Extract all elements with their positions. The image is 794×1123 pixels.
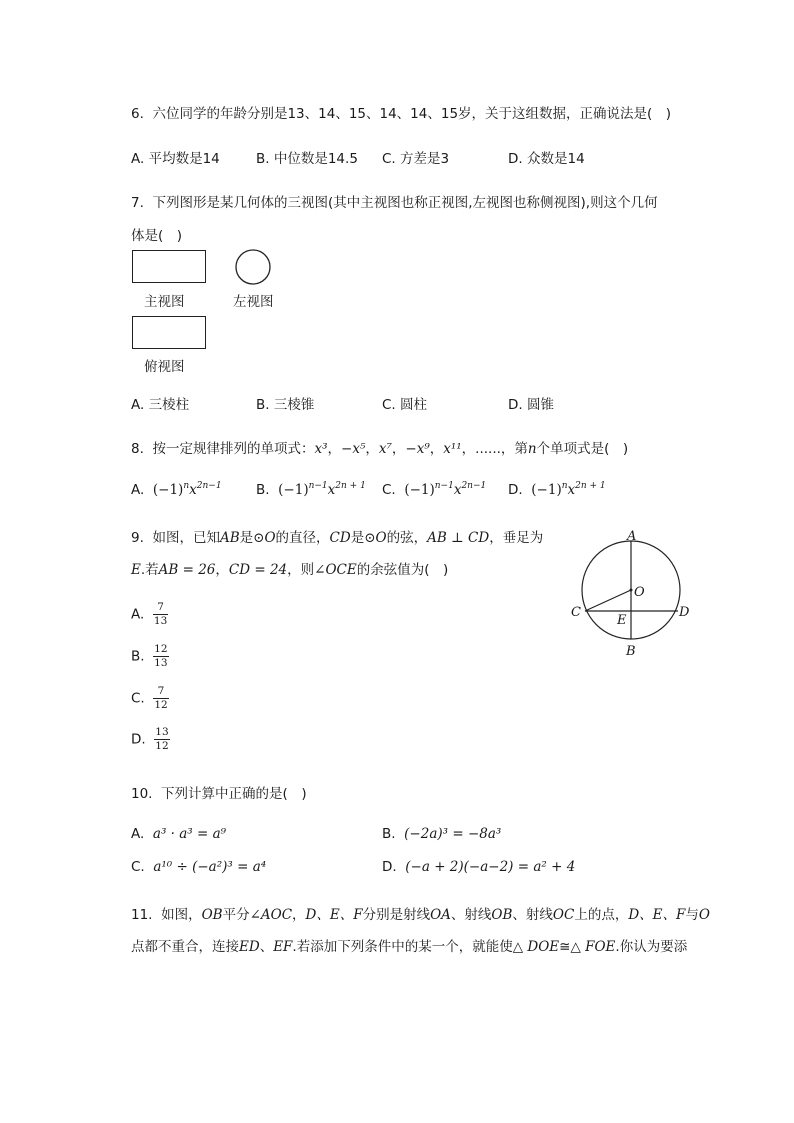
q8-term-4: −x⁹ xyxy=(405,441,430,457)
label-e: E xyxy=(617,613,627,628)
q9-option-c xyxy=(131,685,169,712)
q9-ab: AB xyxy=(219,530,240,546)
q10-option-c-expr: a¹⁰ ÷ (−a²)³ = a⁴ xyxy=(153,859,267,875)
q11-line2-text-b: .若添加下列条件中的某一个，就能使 xyxy=(292,939,513,955)
q9-text-9: 的余弦值为( ) xyxy=(356,562,449,578)
q11-text-3: ， xyxy=(292,907,306,923)
front-view-label: 主视图 xyxy=(144,294,185,310)
circle-symbol-icon: ⊙ xyxy=(253,530,265,546)
q9-option-c-den: 12 xyxy=(154,699,168,711)
q9-comma: ， xyxy=(215,562,229,578)
q11-text-4: 分别是射线 xyxy=(362,907,431,923)
congruent-symbol-icon: ≅ xyxy=(559,939,571,955)
q8-number: 8. xyxy=(131,441,144,457)
q10-option-a xyxy=(131,826,226,842)
q10-option-d-label: D. xyxy=(382,859,397,875)
q8-option-a-exp2: 2n−1 xyxy=(196,481,222,491)
q8-option-c-base: (−1) xyxy=(404,482,435,498)
q8-option-d-label: D. xyxy=(508,482,523,498)
left-view-label: 左视图 xyxy=(233,294,274,310)
q8-option-c-exp1: n−1 xyxy=(434,481,454,491)
q8-option-c-exp2: 2n−1 xyxy=(461,481,487,491)
q11-triangle-foe: △ FOE xyxy=(570,939,616,955)
q9-cd-eq: CD = 24 xyxy=(228,562,288,578)
q7-stem-line2: 体是( ) xyxy=(131,228,183,244)
q11-text-1: 如图， xyxy=(161,907,202,923)
q8-option-a-exp1: n xyxy=(183,481,190,491)
q9-option-d-num: 13 xyxy=(155,726,169,738)
q9-text-2: 是 xyxy=(239,530,254,546)
q8-option-c-x: x xyxy=(453,482,462,498)
q11-line2-text-a: 点都不重合，连接 xyxy=(131,939,239,955)
q9-text-5: 的弦， xyxy=(386,530,428,546)
q6-option-a: A. 平均数是14 xyxy=(131,151,220,167)
q11-text-6: 、射线 xyxy=(512,907,553,923)
q8-option-c xyxy=(382,482,486,498)
q8-option-b-exp1: n−1 xyxy=(308,481,328,491)
q9-circle-figure xyxy=(560,524,700,664)
q9-o: O xyxy=(264,530,276,546)
q8-option-b-label: B. xyxy=(256,482,270,498)
label-b: B xyxy=(626,644,636,659)
q11-ob2: OB xyxy=(491,907,513,923)
q11-text-8: 与 xyxy=(685,907,699,923)
q9-text-3: 的直径， xyxy=(275,530,330,546)
label-d: D xyxy=(679,605,690,620)
q6-stem: 6. 六位同学的年龄分别是13、14、15、14、14、15岁，关于这组数据，正确说法是( ) xyxy=(131,106,672,122)
q11-text-7: 上的点， xyxy=(574,907,629,923)
q9-option-a-fraction xyxy=(153,601,168,628)
label-o: O xyxy=(634,585,645,600)
q9-cd: CD xyxy=(329,530,351,546)
q11-ed: ED xyxy=(239,939,260,955)
q9-option-b-num: 12 xyxy=(154,643,168,655)
q11-text-5: 、射线 xyxy=(450,907,492,923)
q10-option-d xyxy=(382,859,575,875)
q9-option-d-label: D. xyxy=(131,731,146,748)
q9-option-d-fraction xyxy=(154,726,169,753)
q8-stem: 8. 按一定规律排列的单项式：x³，−x⁵，x⁷，−x⁹，x¹¹，......，第n个单项式是( ) xyxy=(131,441,629,457)
q8-option-c-label: C. xyxy=(382,482,396,498)
q6-option-c: C. 方差是3 xyxy=(382,151,450,167)
q8-option-d-exp2: 2n + 1 xyxy=(575,481,606,491)
q11-number: 11. xyxy=(131,907,153,923)
q9-option-d-den: 12 xyxy=(155,740,169,752)
q8-text-2: 第 xyxy=(514,441,528,457)
front-view-rectangle xyxy=(132,250,206,283)
q9-perp: AB ⊥ CD xyxy=(427,530,490,546)
q10-option-a-label: A. xyxy=(131,826,145,842)
q11-triangle-doe: △ DOE xyxy=(512,939,560,955)
q10-option-c xyxy=(131,859,266,875)
q9-text-7: .若 xyxy=(140,562,159,578)
q9-e: E xyxy=(131,562,141,578)
q10-option-b xyxy=(382,826,501,842)
q10-stem: 10. 下列计算中正确的是( ) xyxy=(131,786,307,802)
q8-option-a xyxy=(131,482,222,498)
q9-o: O xyxy=(375,530,387,546)
q11-sep: 、 xyxy=(259,939,274,955)
q8-option-b-x: x xyxy=(327,482,336,498)
q9-text-4: 是 xyxy=(350,530,365,546)
q9-option-b-label: B. xyxy=(131,648,145,665)
q8-var-n: n xyxy=(527,441,537,457)
q11-o: O xyxy=(698,907,710,923)
q8-option-b-base: (−1) xyxy=(278,482,309,498)
q9-option-c-fraction xyxy=(153,685,168,712)
q10-option-b-label: B. xyxy=(382,826,396,842)
top-view-rectangle xyxy=(132,316,206,349)
q8-option-d-exp1: n xyxy=(561,481,568,491)
q7-option-d: D. 圆锥 xyxy=(508,397,554,413)
q8-option-b xyxy=(256,482,366,498)
q8-option-a-label: A. xyxy=(131,482,145,498)
q11-angle-aoc: ∠AOC xyxy=(249,907,293,923)
q11-line2-text-c: .你认为要添 xyxy=(615,939,688,955)
q9-stem-line1 xyxy=(131,526,543,546)
q9-text-1: 如图，已知 xyxy=(152,530,220,546)
q7-option-b: B. 三棱锥 xyxy=(256,397,315,413)
label-a: A xyxy=(627,529,637,544)
q9-option-a-num: 7 xyxy=(153,601,168,615)
q8-option-d-x: x xyxy=(567,482,576,498)
q9-text-8: ，则 xyxy=(287,562,315,578)
left-view-circle xyxy=(234,249,272,287)
q9-option-c-num: 7 xyxy=(153,685,168,699)
q7-option-c: C. 圆柱 xyxy=(382,397,428,413)
label-c: C xyxy=(571,605,581,620)
q11-oc: OC xyxy=(552,907,575,923)
q8-option-a-base: (−1) xyxy=(152,482,184,498)
q9-option-a-label: A. xyxy=(131,606,145,623)
q9-ab-eq: AB = 26 xyxy=(158,562,216,578)
q8-term-5: x¹¹ xyxy=(443,441,462,457)
q9-option-b-fraction xyxy=(153,643,168,670)
q9-angle: ∠OCE xyxy=(314,562,357,578)
q10-option-a-expr: a³ · a³ = a⁹ xyxy=(152,826,227,842)
q8-option-d xyxy=(508,482,606,498)
q11-stem-line1 xyxy=(131,903,710,923)
q9-option-d xyxy=(131,726,170,753)
q11-text-2: 平分 xyxy=(222,907,250,923)
q11-ef: EF xyxy=(273,939,293,955)
top-view-label: 俯视图 xyxy=(144,359,185,375)
q8-option-a-x: x xyxy=(189,482,197,498)
q7-stem-line1: 7. 下列图形是某几何体的三视图(其中主视图也称正视图,左视图也称侧视图),则这个几何 xyxy=(131,195,658,211)
q11-def: D、E、F xyxy=(305,907,363,923)
q8-term-1: x³ xyxy=(314,441,328,457)
q8-term-3: x⁷ xyxy=(378,441,392,457)
q9-number: 9. xyxy=(131,530,144,546)
q9-option-a xyxy=(131,601,168,628)
q8-option-d-base: (−1) xyxy=(531,482,562,498)
q9-option-b xyxy=(131,643,169,670)
q8-term-2: −x⁵ xyxy=(341,441,366,457)
q10-option-b-expr: (−2a)³ = −8a³ xyxy=(404,826,502,842)
q11-ob: OB xyxy=(201,907,223,923)
q9-option-b-den: 13 xyxy=(154,657,168,669)
q11-oa: OA xyxy=(430,907,451,923)
q8-option-b-exp2: 2n + 1 xyxy=(335,481,366,491)
q9-option-a-den: 13 xyxy=(153,615,168,627)
q8-ellipsis: ...... xyxy=(475,441,501,457)
q8-text-1: 按一定规律排列的单项式： xyxy=(152,441,315,457)
q11-stem-line2 xyxy=(131,935,687,955)
q11-def2: D、E、F xyxy=(628,907,686,923)
segment-oc xyxy=(585,590,631,611)
q9-text-6: ，垂足为 xyxy=(489,530,544,546)
q9-option-c-label: C. xyxy=(131,690,145,707)
center-dot xyxy=(630,589,633,592)
q10-option-d-expr: (−a + 2)(−a−2) = a² + 4 xyxy=(405,859,576,875)
q8-text-3: 个单项式是( ) xyxy=(536,441,629,457)
q10-option-c-label: C. xyxy=(131,859,145,875)
circle-symbol-icon: ⊙ xyxy=(364,530,376,546)
q7-option-a: A. 三棱柱 xyxy=(131,397,190,413)
q6-option-d: D. 众数是14 xyxy=(508,151,585,167)
q6-option-b: B. 中位数是14.5 xyxy=(256,151,358,167)
q9-stem-line2 xyxy=(131,558,448,578)
